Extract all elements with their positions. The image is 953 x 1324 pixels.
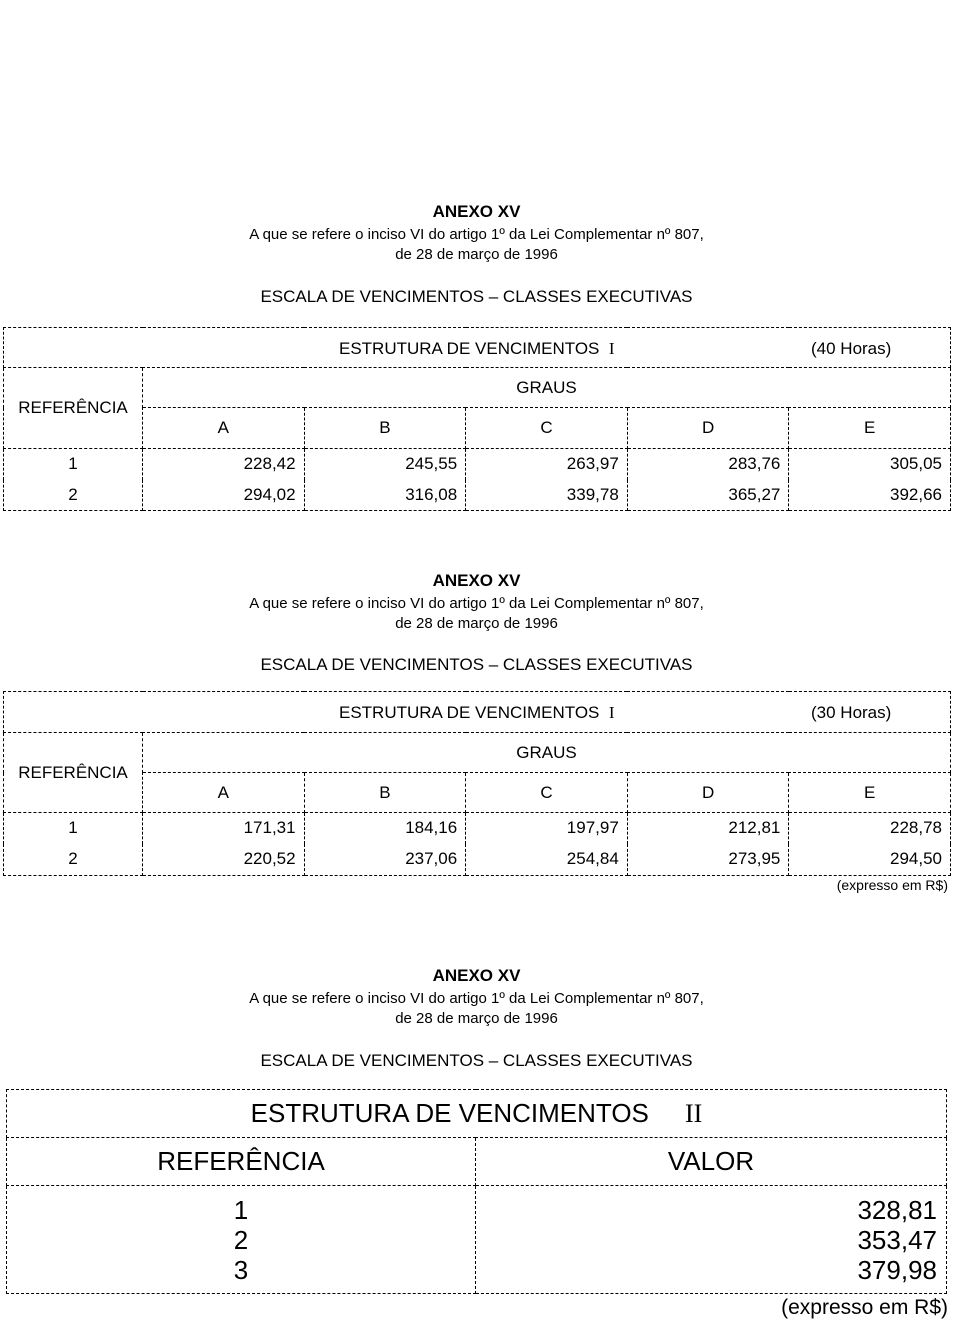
- table-row: 1 171,31 184,16 197,97 212,81 228,78: [4, 813, 951, 844]
- scale-heading: ESCALA DE VENCIMENTOS – CLASSES EXECUTIVAS: [260, 655, 693, 674]
- annex-title: ANEXO XV: [432, 571, 521, 590]
- ref-header: REFERÊNCIA: [7, 1138, 476, 1186]
- table-row: 1 228,42 245,55 263,97 283,76 305,05: [4, 449, 951, 480]
- annex-date: de 28 de março de 1996: [395, 246, 558, 263]
- hours-label: (30 Horas): [811, 703, 892, 722]
- salary-table-40h: [3, 327, 951, 511]
- grade-header: C: [466, 773, 628, 813]
- annex-subtitle: A que se refere o inciso VI do artigo 1º da Lei Complementar nº 807,: [249, 990, 704, 1007]
- annex-title: ANEXO XV: [432, 202, 521, 221]
- currency-note: (expresso em R$): [781, 1296, 948, 1319]
- table-caption: ESTRUTURA DE VENCIMENTOS I (30 Horas): [4, 692, 951, 733]
- graus-header: GRAUS: [143, 368, 951, 408]
- table-row: 2 294,02 316,08 339,78 365,27 392,66: [4, 480, 951, 511]
- grade-header: A: [143, 408, 305, 449]
- table-row: 1 2 3 328,81 353,47 379,98: [7, 1186, 947, 1294]
- table-caption: ESTRUTURA DE VENCIMENTOS I (40 Horas): [4, 328, 951, 368]
- grade-header: D: [627, 773, 789, 813]
- salary-table-structure-ii: [6, 1089, 947, 1294]
- annex-date: de 28 de março de 1996: [395, 615, 558, 632]
- ref-header: REFERÊNCIA: [4, 733, 143, 813]
- grade-header: C: [466, 408, 628, 449]
- hours-label: (40 Horas): [811, 339, 892, 358]
- grade-header: A: [143, 773, 305, 813]
- annex-title: ANEXO XV: [432, 966, 521, 985]
- grade-header: E: [789, 773, 951, 813]
- scale-heading: ESCALA DE VENCIMENTOS – CLASSES EXECUTIVAS: [260, 1051, 693, 1070]
- table-row: 2 220,52 237,06 254,84 273,95 294,50: [4, 844, 951, 876]
- scale-heading: ESCALA DE VENCIMENTOS – CLASSES EXECUTIVAS: [260, 287, 693, 306]
- grade-header: E: [789, 408, 951, 449]
- graus-header: GRAUS: [143, 733, 951, 773]
- annex-subtitle: A que se refere o inciso VI do artigo 1º da Lei Complementar nº 807,: [249, 595, 704, 612]
- ref-header: REFERÊNCIA: [4, 368, 143, 449]
- grade-header: B: [304, 773, 466, 813]
- annex-subtitle: A que se refere o inciso VI do artigo 1º da Lei Complementar nº 807,: [249, 226, 704, 243]
- salary-table-30h: [3, 691, 951, 876]
- annex-date: de 28 de março de 1996: [395, 1010, 558, 1027]
- grade-header: D: [627, 408, 789, 449]
- table-caption: ESTRUTURA DE VENCIMENTOS II: [7, 1090, 947, 1138]
- currency-note: (expresso em R$): [836, 877, 948, 893]
- grade-header: B: [304, 408, 466, 449]
- value-header: VALOR: [476, 1138, 947, 1186]
